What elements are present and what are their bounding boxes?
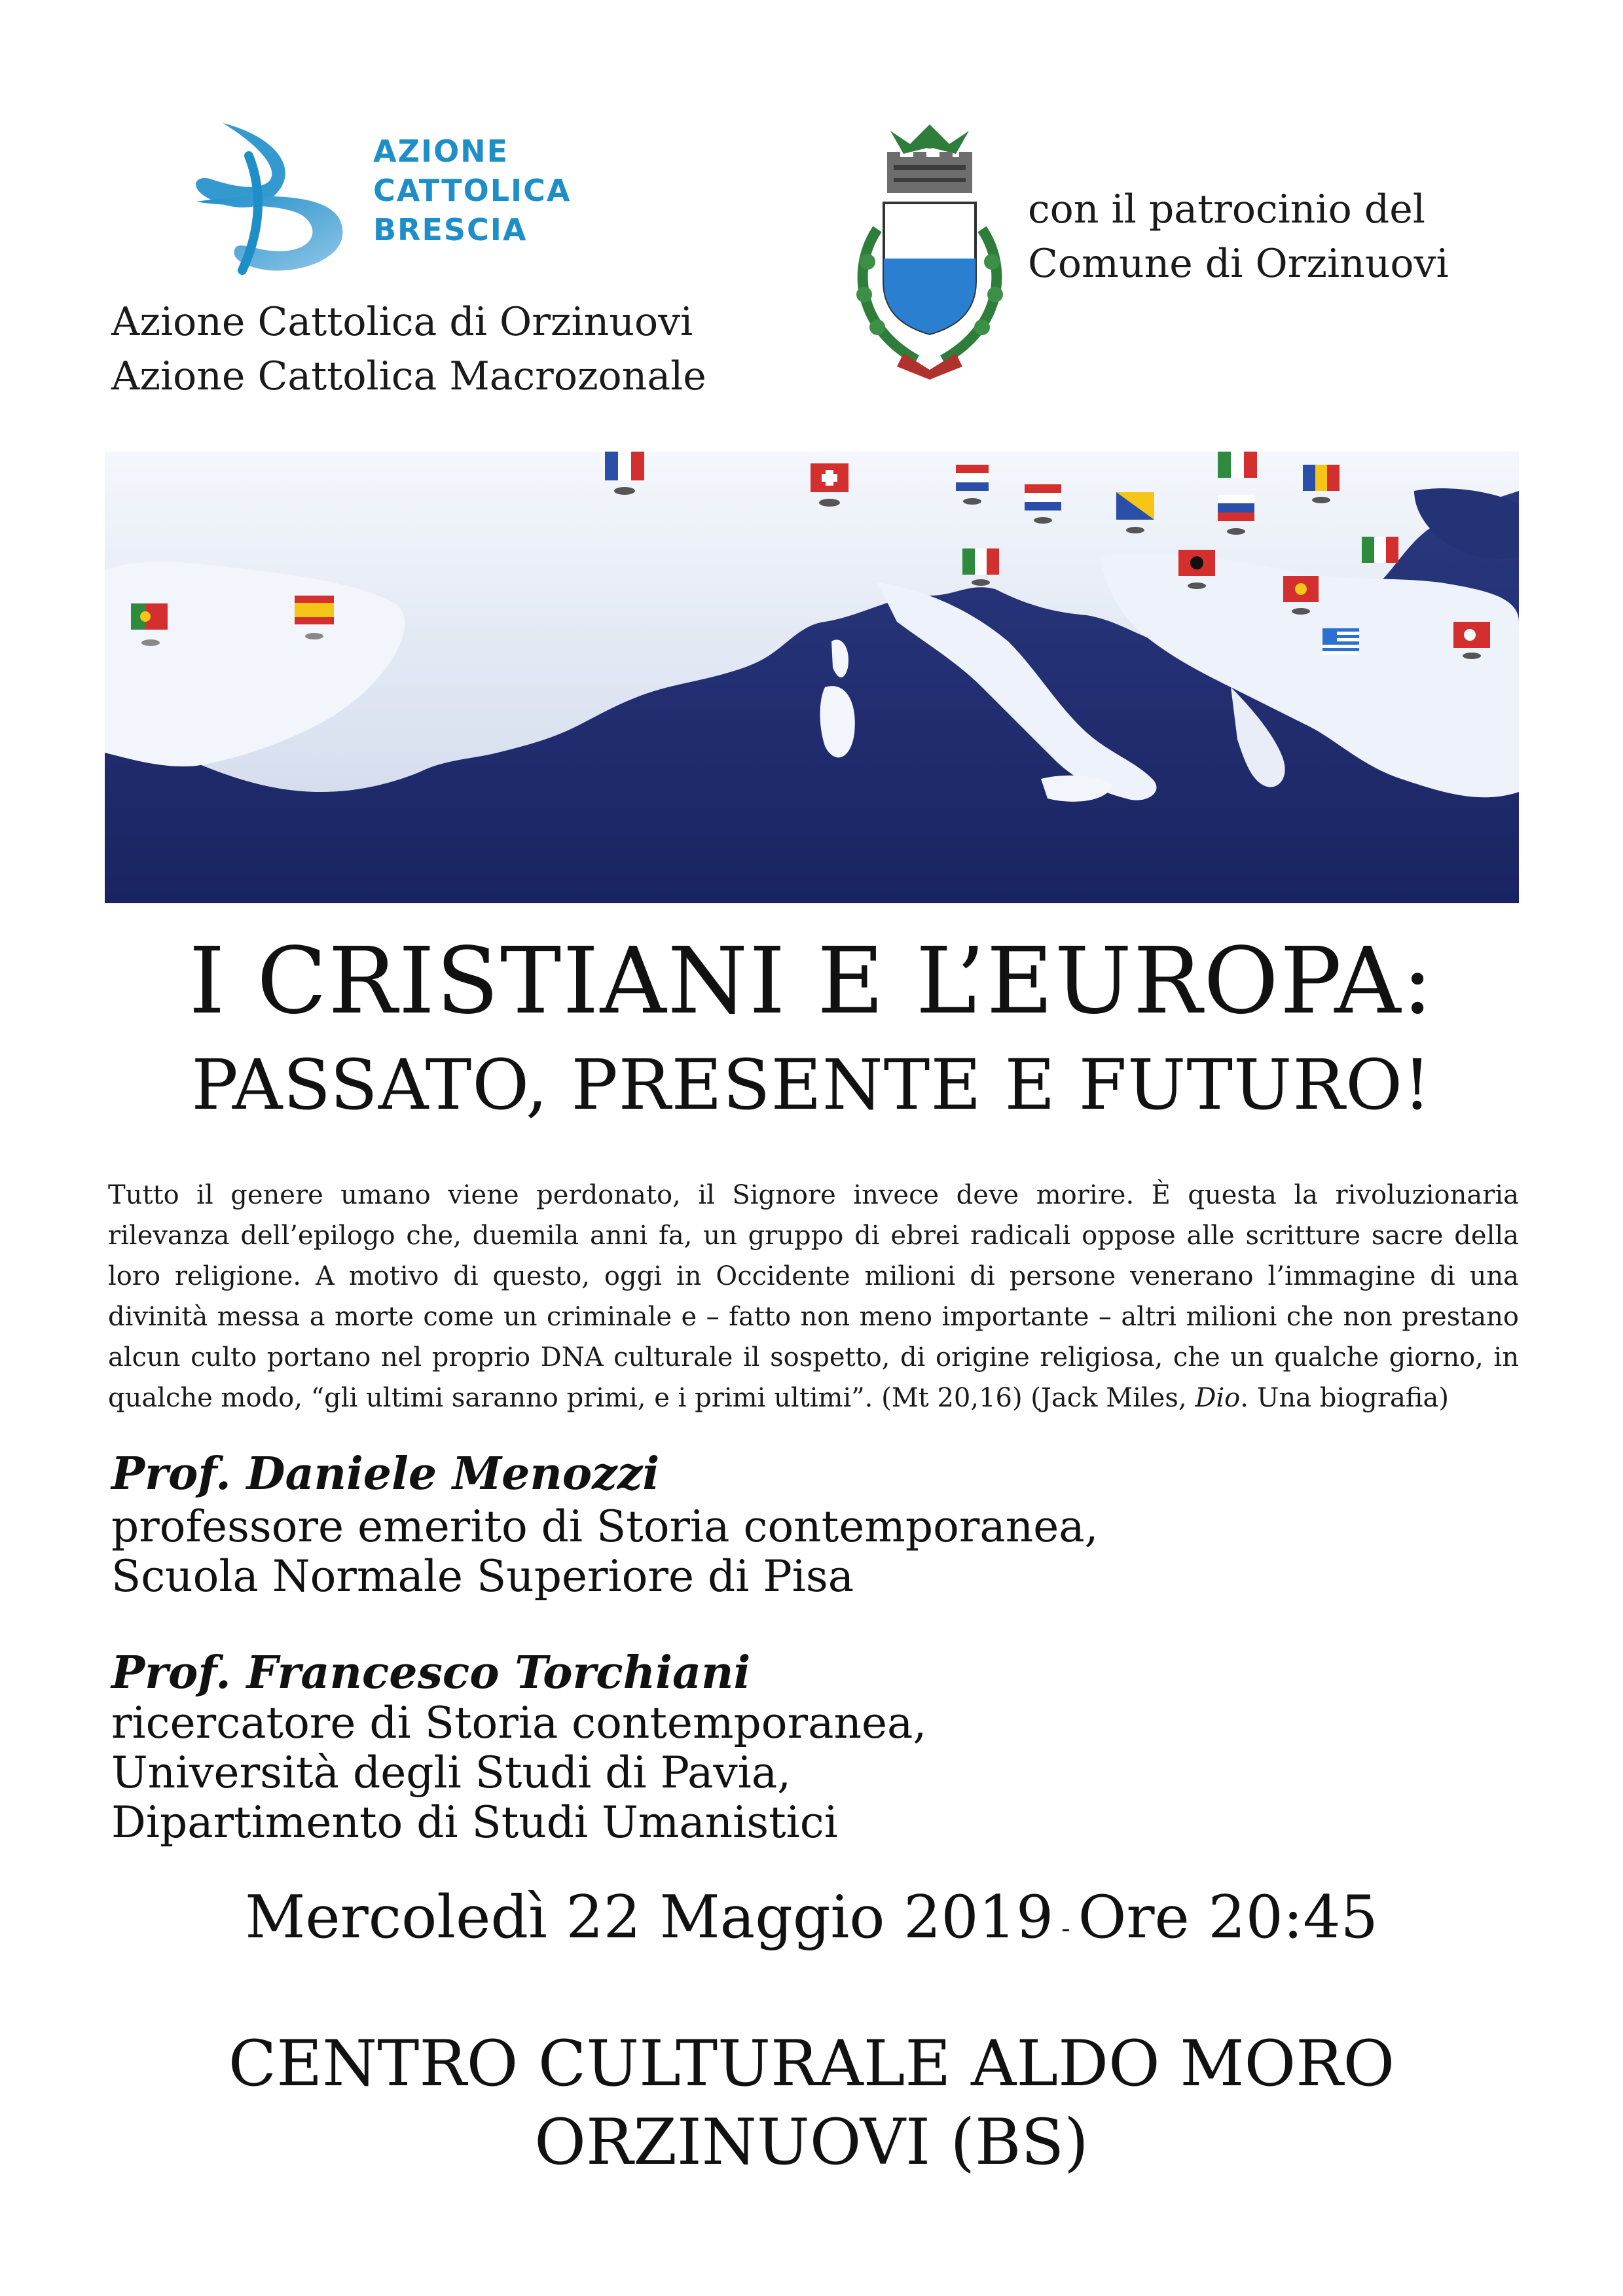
quote-book-title: Dio [1195,1383,1241,1413]
speaker-2-name: Prof. Francesco Torchiani [111,1647,751,1699]
logo-text-line3: BRESCIA [373,212,528,247]
azione-cattolica-logo [177,117,596,287]
venue-city: ORZINUOVI (BS) [534,2106,1089,2179]
coat-of-arms-icon [831,118,1028,386]
coat-of-arms [831,118,1028,386]
quote-paragraph [108,1175,1519,1418]
event-date: Mercoledì 22 Maggio 2019 [245,1883,1054,1952]
speaker-1-name: Prof. Daniele Menozzi [111,1448,660,1500]
event-date-separator: - [1061,1914,1070,1944]
event-time: Ore 20:45 [1078,1883,1378,1952]
speaker-1-institution: Scuola Normale Superiore di Pisa [111,1551,854,1602]
patronage-line-1: con il patrocinio del [1028,187,1425,232]
europe-map-with-flags-image [105,452,1519,903]
speaker-2-department: Dipartimento di Studi Umanistici [111,1797,838,1848]
venue-name: CENTRO CULTURALE ALDO MORO [228,2027,1395,2100]
quote-text: Tutto il genere umano viene perdonato, il Signore invece deve morire. È questa la rivoluzionaria rilevanza dell’epilogo che, duemila anni fa, un gruppo di ebrei radicali oppose alle scritture sacre della loro religione. A motivo di questo, oggi in Occidente milioni di persone venerano l’immagine di una divinità messa a morte come un criminale e – fatto non meno importante – altri milioni che non prestano alcun culto portano nel proprio DNA culturale il sospetto, di origine religiosa, che un qualche giorno, in qualche modo, “gli ultimi saranno primi, e i primi ultimi”. (Mt 20,16) (Jack Miles, [108,1180,1519,1413]
organizer-line-1: Azione Cattolica di Orzinuovi [111,299,693,345]
speaker-2-role: ricercatore di Storia contemporanea, [111,1698,927,1748]
logo-text-line1: AZIONE [373,134,509,169]
quote-text-end: . Una biografia) [1240,1383,1449,1413]
organizer-line-2: Azione Cattolica Macrozonale [111,353,706,399]
event-title: I CRISTIANI E L’EUROPA: [189,928,1434,1035]
azione-cattolica-logo-icon [177,117,367,280]
europe-map-banner [105,452,1519,903]
speaker-1-role: professore emerito di Storia contemporanea, [111,1501,1099,1552]
event-subtitle: PASSATO, PRESENTE E FUTURO! [191,1045,1432,1125]
logo-text-line2: CATTOLICA [373,173,572,208]
patronage-line-2: Comune di Orzinuovi [1028,241,1449,287]
speaker-2-institution: Università degli Studi di Pavia, [111,1748,792,1798]
event-datetime [0,1883,1623,1952]
